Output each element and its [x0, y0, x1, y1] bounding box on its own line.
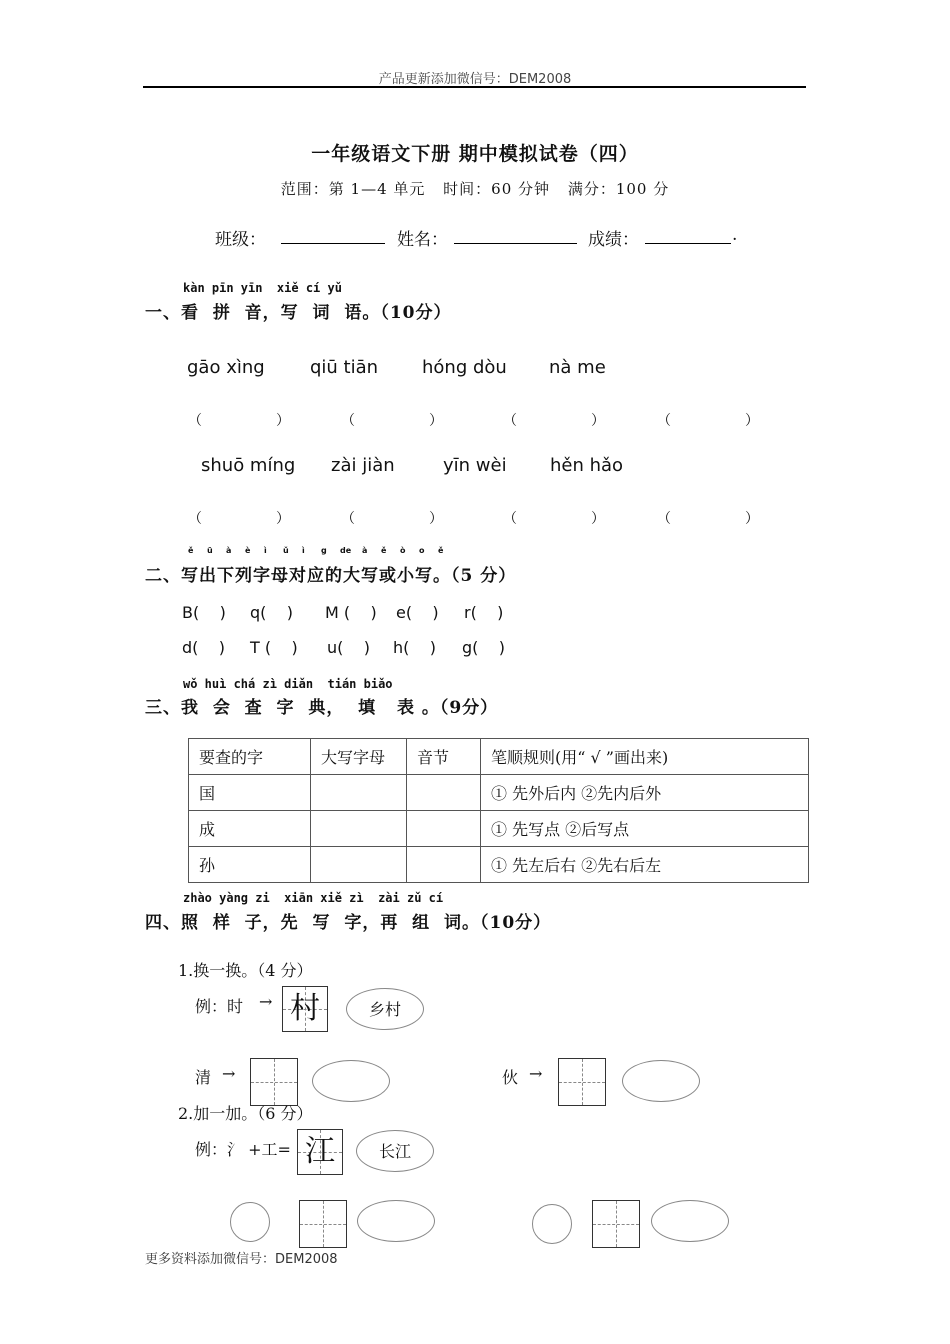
table-cell-rule[interactable]: ① 先外后内 ②先内后外 — [481, 775, 809, 811]
q1-example-label: 例：时 — [195, 997, 244, 1016]
table-cell-blank[interactable] — [311, 775, 407, 811]
example-char: 江 — [305, 1134, 335, 1169]
answer-paren-open: （ — [657, 413, 671, 429]
s2-pinyin: ì — [264, 546, 267, 555]
table-cell-blank[interactable] — [407, 775, 481, 811]
answer-paren-open: （ — [503, 413, 517, 429]
grade-blank[interactable] — [645, 229, 731, 244]
class-label: 班级： — [215, 230, 266, 250]
arrow-icon: → — [529, 1064, 543, 1083]
s3-heading: 三、我 会 查 字 典， 填 表 。（9分） — [145, 698, 499, 718]
footer-note: 更多资料添加微信号：DEM2008 — [145, 1252, 338, 1267]
letter-item: h( ) — [393, 638, 436, 657]
answer-paren-close: ） — [745, 511, 759, 527]
s1-word: nà me — [549, 357, 606, 378]
answer-paren-close: ） — [745, 413, 759, 429]
writing-box — [282, 986, 328, 1032]
example-char: 村 — [290, 991, 320, 1026]
table-header: 音节 — [407, 739, 481, 775]
table-row — [189, 811, 809, 847]
s2-pinyin: ě — [438, 546, 444, 555]
answer-paren-close: ） — [429, 413, 443, 429]
s3-pinyin: wǒ huì chá zì diǎn tián biǎo — [183, 677, 393, 691]
class-blank[interactable] — [281, 229, 385, 244]
letter-item: B( ) — [182, 603, 226, 622]
answer-paren-open: （ — [188, 511, 202, 527]
word-oval[interactable] — [651, 1200, 729, 1242]
s2-pinyin: à — [226, 546, 232, 555]
writing-box[interactable] — [558, 1058, 606, 1106]
table-cell-blank[interactable] — [407, 811, 481, 847]
s1-word: yīn wèi — [443, 455, 507, 476]
s2-pinyin: ě — [381, 546, 387, 555]
s1-word: qiū tiān — [310, 357, 379, 378]
name-blank[interactable] — [454, 229, 577, 244]
letter-item: d( ) — [182, 638, 225, 657]
s2-pinyin: ò — [400, 546, 406, 555]
s2-pinyin: è — [245, 546, 251, 555]
s1-word: hóng dòu — [422, 357, 507, 378]
s2-pinyin: de — [340, 546, 352, 555]
table-cell-char: 国 — [189, 775, 311, 811]
part-circle[interactable] — [532, 1204, 572, 1244]
grade-end: . — [732, 225, 738, 245]
q1-item-char: 清 — [195, 1068, 212, 1087]
table-cell-blank[interactable] — [407, 847, 481, 883]
s2-pinyin: ū — [207, 546, 213, 555]
s1-word: shuō míng — [201, 455, 296, 476]
s2-pinyin: ǔ — [283, 546, 289, 555]
s2-pinyin: g — [321, 546, 327, 555]
example-word: 乡村 — [368, 1000, 401, 1019]
page-title: 一年级语文下册 期中模拟试卷（四） — [311, 143, 639, 165]
table-cell-char: 孙 — [189, 847, 311, 883]
header-note: 产品更新添加微信号：DEM2008 — [378, 72, 572, 87]
answer-paren-close: ） — [276, 413, 290, 429]
example-word: 长江 — [378, 1142, 411, 1161]
q1-item-char: 伙 — [502, 1068, 519, 1087]
table-cell-rule[interactable]: ① 先左后右 ②先右后左 — [481, 847, 809, 883]
table-header-row — [189, 739, 809, 775]
s2-pinyin: ì — [302, 546, 305, 555]
q1-label: 1.换一换。（4 分） — [178, 961, 313, 980]
table-cell-blank[interactable] — [311, 811, 407, 847]
answer-paren-open: （ — [341, 511, 355, 527]
s1-word: zài jiàn — [331, 455, 395, 476]
table-row — [189, 847, 809, 883]
s2-heading: 二、写出下列字母对应的大写或小写。（5 分） — [145, 566, 517, 586]
table-header: 笔顺规则(用“ √ ”画出来) — [481, 739, 809, 775]
writing-box[interactable] — [299, 1200, 347, 1248]
grade-label: 成绩： — [588, 230, 639, 250]
answer-paren-open: （ — [503, 511, 517, 527]
table-row — [189, 775, 809, 811]
answer-paren-close: ） — [276, 511, 290, 527]
word-oval[interactable] — [622, 1060, 700, 1102]
letter-item: M ( ) — [325, 603, 377, 622]
time-text: 时间：60 分钟 — [443, 180, 551, 198]
table-cell-char: 成 — [189, 811, 311, 847]
s2-pinyin: à — [362, 546, 368, 555]
name-label: 姓名： — [397, 230, 448, 250]
answer-paren-close: ） — [591, 511, 605, 527]
subtitle — [0, 178, 950, 199]
letter-item: u( ) — [327, 638, 370, 657]
q2-example-label: 例：氵 +工= — [195, 1140, 291, 1159]
s4-pinyin: zhào yàng zi xiān xiě zì zài zǔ cí — [183, 891, 444, 905]
writing-box — [297, 1129, 343, 1175]
word-oval[interactable] — [312, 1060, 390, 1102]
dictionary-table — [188, 738, 809, 883]
answer-paren-open: （ — [341, 413, 355, 429]
table-header: 要查的字 — [189, 739, 311, 775]
word-oval — [346, 988, 424, 1030]
writing-box[interactable] — [592, 1200, 640, 1248]
header-divider — [143, 86, 806, 88]
answer-paren-close: ） — [429, 511, 443, 527]
q2-label: 2.加一加。（6 分） — [178, 1104, 313, 1123]
letter-item: q( ) — [250, 603, 293, 622]
answer-paren-close: ） — [591, 413, 605, 429]
answer-paren-open: （ — [657, 511, 671, 527]
s1-word: hěn hǎo — [550, 455, 624, 476]
word-oval — [356, 1130, 434, 1172]
letter-item: e( ) — [396, 603, 439, 622]
scope-text: 范围：第 1—4 单元 — [280, 180, 426, 198]
table-cell-blank[interactable] — [311, 847, 407, 883]
answer-paren-open: （ — [188, 413, 202, 429]
letter-item: g( ) — [462, 638, 505, 657]
s2-pinyin: ě — [188, 546, 194, 555]
s1-word: gāo xìng — [187, 357, 265, 378]
arrow-icon: → — [222, 1064, 236, 1083]
table-cell-rule[interactable]: ① 先写点 ②后写点 — [481, 811, 809, 847]
s1-pinyin: kàn pīn yīn xiě cí yǔ — [183, 281, 342, 295]
word-oval[interactable] — [357, 1200, 435, 1242]
s1-heading: 一、看 拼 音，写 词 语。（10分） — [145, 303, 452, 323]
s2-pinyin: o — [419, 546, 425, 555]
s4-heading: 四、照 样 子，先 写 字，再 组 词。（10分） — [145, 913, 552, 933]
part-circle[interactable] — [230, 1202, 270, 1242]
table-header: 大写字母 — [311, 739, 407, 775]
letter-item: T ( ) — [250, 638, 298, 657]
arrow-icon: → — [259, 992, 273, 1011]
letter-item: r( ) — [464, 603, 504, 622]
score-text: 满分：100 分 — [567, 180, 670, 198]
writing-box[interactable] — [250, 1058, 298, 1106]
